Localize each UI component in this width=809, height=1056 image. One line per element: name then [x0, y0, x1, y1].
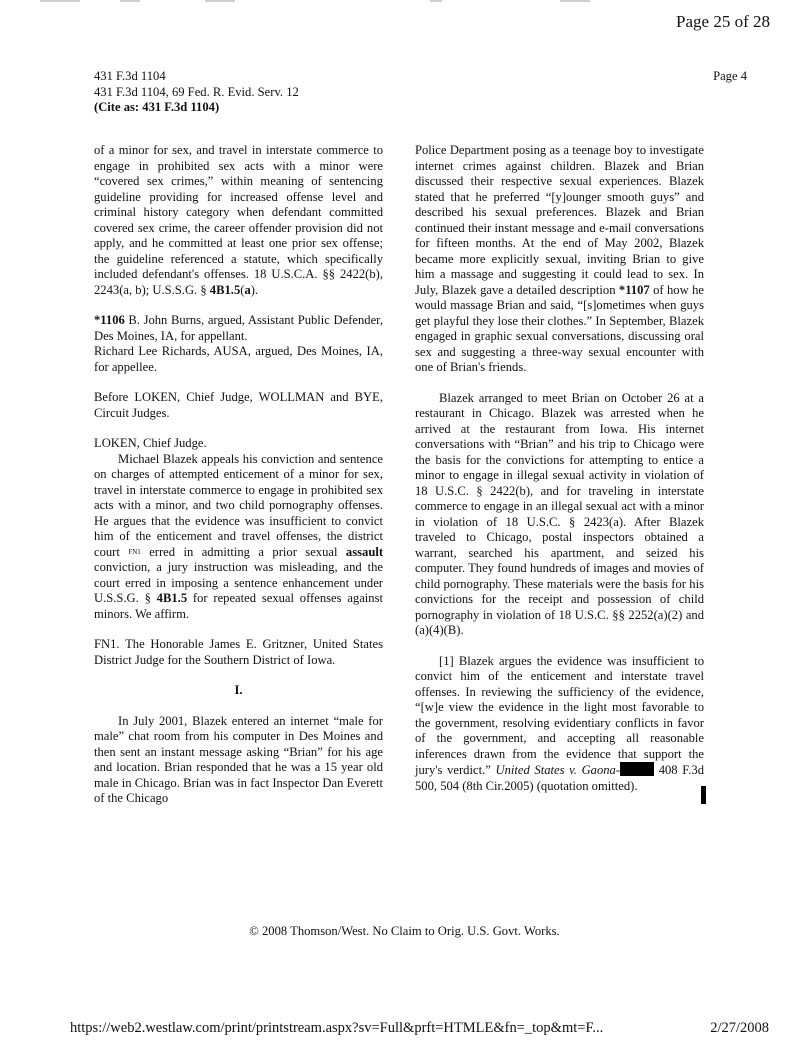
citation-line-3: (Cite as: 431 F.3d 1104): [94, 100, 220, 114]
left-column: [94, 143, 383, 807]
cite-as-reference: 431 F.3d 1104: [142, 100, 215, 114]
redaction-mark: [701, 786, 706, 805]
guideline-link-2[interactable]: 4B1.5: [156, 591, 188, 605]
citation-line-2: 431 F.3d 1104, 69 Fed. R. Evid. Serv. 12: [94, 84, 299, 99]
counsel-appellee: Richard Lee Richards, AUSA, argued, Des Moines, IA, for appellee.: [94, 344, 383, 374]
scan-mark: [120, 0, 140, 2]
citation-line-1: 431 F.3d 1104: [94, 69, 166, 83]
panel-line: Before LOKEN, Chief Judge, WOLLMAN and BYE, Circuit Judges.: [94, 390, 383, 420]
footnote-marker-fn1[interactable]: FN1: [128, 547, 141, 556]
scan-mark: [40, 0, 80, 2]
arrest-paragraph: Blazek arranged to meet Brian on October 26 at a restaurant in Chicago. Blazek was arrested when he arrived at the restaurant from Iowa. His internet conversations with “Brian” and his trip to Chicago were the basis for the convictions for attempting to entice a minor to engage in illegal sexual activity in violation of 18 U.S.C. § 2422(b), and for traveling in interstate commerce to engage in an illegal sexual act with a minor in violation of 18 U.S.C. § 2423(a). After Blazek traveled to Chicago, postal inspectors obtained a warrant, searched his apartment, and seized his computer. They found hundreds of images and movies of child pornography. These materials were the basis for his convictions for the receipt and possession of child pornography in violation of 18 U.S.C. §§ 2252(a)(2) and (a)(4)(B).: [415, 390, 704, 637]
scan-mark: [205, 0, 235, 2]
counsel-appellant: *1106 B. John Burns, argued, Assistant Public Defender, Des Moines, IA, for appellant.: [94, 313, 383, 343]
citation-header: [94, 69, 299, 116]
opinion-author: LOKEN, Chief Judge.: [94, 436, 207, 450]
opinion-intro-paragraph: Michael Blazek appeals his conviction and sentence on charges of attempted enticement of a minor for sex, travel in interstate commerce to engage in prohibited sex acts with a minor, and two child pornography offenses. He argues that the evidence was insufficient to convict him of the enticement and travel offenses, the district court $^{FN1}$ erred in admitting a prior sexual assault conviction, a jury instruction was misleading, and the court erred in imposing a sentence enhancement under U.S.S.G. § 4B1.5 for repeated sexual offenses against minors. We affirm.: [94, 451, 384, 621]
star-page-1106: *1106: [94, 313, 125, 327]
star-page-1107: *1107: [618, 282, 650, 297]
scan-mark: [560, 0, 590, 2]
right-column: [415, 143, 704, 794]
redaction-box: [620, 762, 654, 776]
scan-mark: [430, 0, 442, 2]
print-url: https://web2.westlaw.com/print/printstream.aspx?sv=Full&prft=HTMLE&fn=_top&mt=F...: [70, 1020, 604, 1036]
facts-continued-paragraph: Police Department posing as a teenage boy to investigate internet crimes against children. Blazek and Brian discussed their respective sexual experiences. Blazek stated that he preferred “[y]ounger smooth guys” and described his sexual preferences. Blazek and Brian continued their instant message and e-mail conversations for fifteen months. At the end of May 2002, Blazek became more explicitly sexual, inviting Brian to give him a massage and suggesting it could lead to sex. In July, Blazek gave a detailed description *1107 of how he would massage Brian and said, “[s]ometimes when guys get playful they lose their clothes.” In September, Blazek engaged in graphic sexual conversations, discussing oral sex and suggesting a three-way sexual encounter with one of Brian's friends.: [415, 143, 704, 374]
headnote-paragraph: of a minor for sex, and travel in interstate commerce to engage in prohibited sex acts with a minor were “covered sex crimes,” within meaning of sentencing guideline providing for increased offense level and criminal history category when defendant committed covered sex crime, the career offender provision did not apply, and he committed at least one prior sex offense; the guideline referenced a statute, which specifically included defendant's offenses. 18 U.S.C.A. §§ 2422(b), 2243(a, b); U.S.S.G. § 4B1.5(a).: [94, 143, 383, 297]
copyright-footer: © 2008 Thomson/West. No Claim to Orig. U.S. Govt. Works.: [249, 924, 560, 938]
facts-paragraph: In July 2001, Blazek entered an internet “male for male” chat room from his computer in Des Moines and then sent an instant message asking “Brian” for his age and location. Brian responded that he was a 15 year old male in Chicago. Brian was in fact Inspector Dan Everett of the Chicago: [94, 713, 383, 805]
footnote-fn1: FN1. The Honorable James E. Gritzner, United States District Judge for the Southern District of Iowa.: [94, 637, 383, 667]
search-term-assault: assault: [345, 544, 384, 559]
page-counter: Page 25 of 28: [676, 12, 770, 31]
print-date: 2/27/2008: [710, 1020, 769, 1036]
guideline-link[interactable]: 4B1.5: [209, 282, 241, 297]
case-citation[interactable]: United States v. Gaona-: [495, 763, 621, 777]
page-label: Page 4: [713, 69, 747, 83]
sufficiency-paragraph: [1] Blazek argues the evidence was insufficient to convict him of the enticement and interstate travel offenses. In reviewing the sufficiency of the evidence, “[w]e view the evidence in the light most favorable to the government, resolving evidentiary conflicts in favor of the government, and accepting all reasonable inferences drawn from the evidence that support the jury's verdict.” United States v. Gaona- 408 F.3d 500, 504 (8th Cir.2005) (quotation omitted).: [415, 653, 704, 793]
section-heading: I.: [234, 683, 243, 697]
